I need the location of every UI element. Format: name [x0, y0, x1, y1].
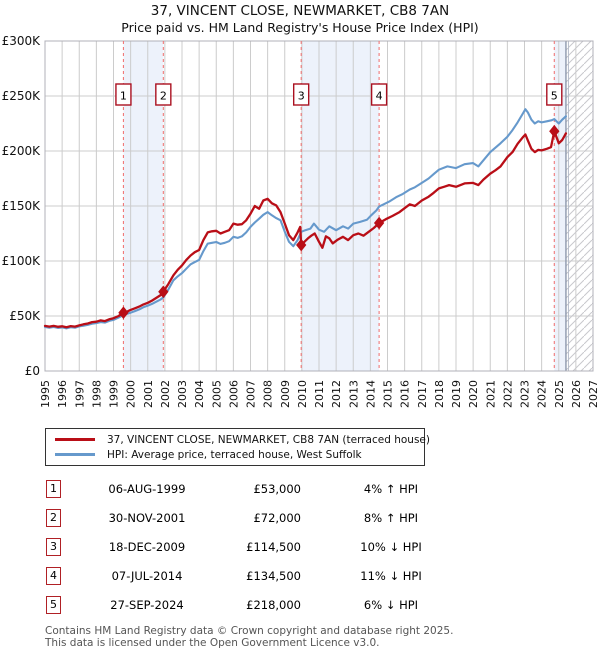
transaction-row	[46, 480, 600, 498]
x-tick-label: 1995	[39, 380, 52, 408]
x-tick-label: 2020	[467, 380, 481, 408]
x-tick-label: 1997	[73, 380, 87, 408]
transaction-hpi-difference: 10% ↓ HPI	[360, 540, 422, 554]
x-tick-label: 2016	[398, 380, 412, 408]
x-tick-label: 1996	[56, 380, 70, 408]
x-tick-label: 2006	[227, 380, 241, 408]
x-tick-label: 2023	[518, 380, 532, 408]
transaction-hpi-difference: 6% ↓ HPI	[363, 598, 419, 612]
plot-area	[2, 34, 600, 408]
transaction-date: 06-AUG-1999	[108, 482, 186, 496]
footer	[45, 625, 600, 650]
x-tick-label: 2012	[330, 380, 344, 408]
x-tick-label: 2007	[244, 380, 258, 408]
y-tick-label: £100K	[1, 254, 40, 268]
y-tick-label: £150K	[1, 199, 40, 213]
transaction-number-badge: 1	[46, 480, 61, 498]
y-tick-label: £300K	[1, 34, 40, 48]
transaction-label-number: 5	[550, 89, 558, 103]
transaction-label-number: 2	[159, 89, 167, 103]
transaction-hpi-difference: 11% ↓ HPI	[360, 569, 422, 583]
transaction-number-badge: 3	[46, 538, 61, 556]
x-tick-label: 1999	[107, 380, 121, 408]
x-tick-label: 2022	[501, 380, 515, 408]
legend-swatch-price-paid	[55, 438, 95, 441]
y-tick-label: £250K	[1, 89, 40, 103]
x-tick-label: 2009	[278, 380, 292, 408]
transaction-price: £134,500	[246, 569, 301, 583]
x-tick-label: 2025	[552, 380, 566, 408]
legend	[45, 428, 430, 466]
x-tick-label: 2008	[261, 380, 275, 408]
x-tick-label: 2021	[484, 380, 498, 408]
transaction-number-badge: 4	[46, 567, 61, 585]
transaction-date: 30-NOV-2001	[108, 511, 186, 525]
transaction-price: £53,000	[253, 482, 301, 496]
x-tick-label: 2014	[364, 380, 378, 408]
x-tick-label: 2004	[193, 380, 207, 408]
transaction-hpi-difference: 4% ↑ HPI	[363, 482, 419, 496]
footer-line1: Contains HM Land Registry data © Crown copyright and database right 2025.	[45, 625, 454, 637]
transaction-row	[46, 538, 600, 556]
x-tick-label: 2026	[569, 380, 583, 408]
x-tick-label: 2024	[535, 380, 549, 408]
x-tick-label: 2010	[295, 380, 309, 408]
x-tick-label: 2003	[176, 380, 189, 408]
x-tick-label: 2002	[158, 380, 172, 408]
x-tick-label: 2017	[415, 380, 429, 408]
transaction-price: £114,500	[246, 540, 301, 554]
transaction-label-number: 3	[297, 89, 305, 103]
future-hatch	[566, 41, 593, 371]
transaction-number-badge: 2	[46, 509, 61, 527]
transaction-price: £218,000	[246, 598, 301, 612]
y-tick-label: £50K	[9, 309, 40, 323]
footer-line2: This data is licensed under the Open Government Licence v3.0.	[45, 637, 380, 650]
x-tick-label: 2000	[124, 380, 138, 408]
transaction-price: £72,000	[253, 511, 301, 525]
transaction-date: 27-SEP-2024	[110, 598, 184, 612]
transaction-number-badge: 5	[46, 596, 61, 614]
x-tick-label: 2015	[381, 380, 395, 408]
legend-label: 37, VINCENT CLOSE, NEWMARKET, CB8 7AN (terraced house)	[107, 433, 430, 446]
chart-title: 37, VINCENT CLOSE, NEWMARKET, CB8 7AN	[150, 3, 450, 19]
x-tick-label: 2011	[313, 380, 326, 408]
y-tick-label: £200K	[1, 144, 40, 158]
transaction-date: 07-JUL-2014	[111, 569, 183, 583]
transaction-hpi-difference: 8% ↑ HPI	[363, 511, 419, 525]
legend-item	[51, 432, 430, 447]
y-tick-label: £0	[24, 364, 40, 378]
x-tick-label: 2013	[347, 380, 361, 408]
legend-label: HPI: Average price, terraced house, West Suffolk	[107, 448, 362, 461]
transaction-label-number: 4	[375, 89, 383, 103]
legend-swatch-hpi	[55, 453, 95, 456]
x-tick-label: 1998	[90, 380, 104, 408]
transactions-table	[46, 480, 600, 614]
x-tick-label: 2027	[587, 380, 600, 408]
x-tick-label: 2018	[432, 380, 446, 408]
transaction-row	[46, 567, 600, 585]
legend-item	[51, 447, 419, 462]
transaction-label-number: 1	[119, 89, 127, 103]
chart-subtitle: Price paid vs. HM Land Registry's House Price Index (HPI)	[121, 20, 479, 35]
x-tick-label: 2019	[450, 380, 463, 408]
transaction-row	[46, 509, 600, 527]
transaction-date: 18-DEC-2009	[108, 540, 186, 554]
x-tick-label: 2005	[210, 380, 224, 408]
x-tick-label: 2001	[141, 380, 155, 408]
transaction-row	[46, 596, 600, 614]
